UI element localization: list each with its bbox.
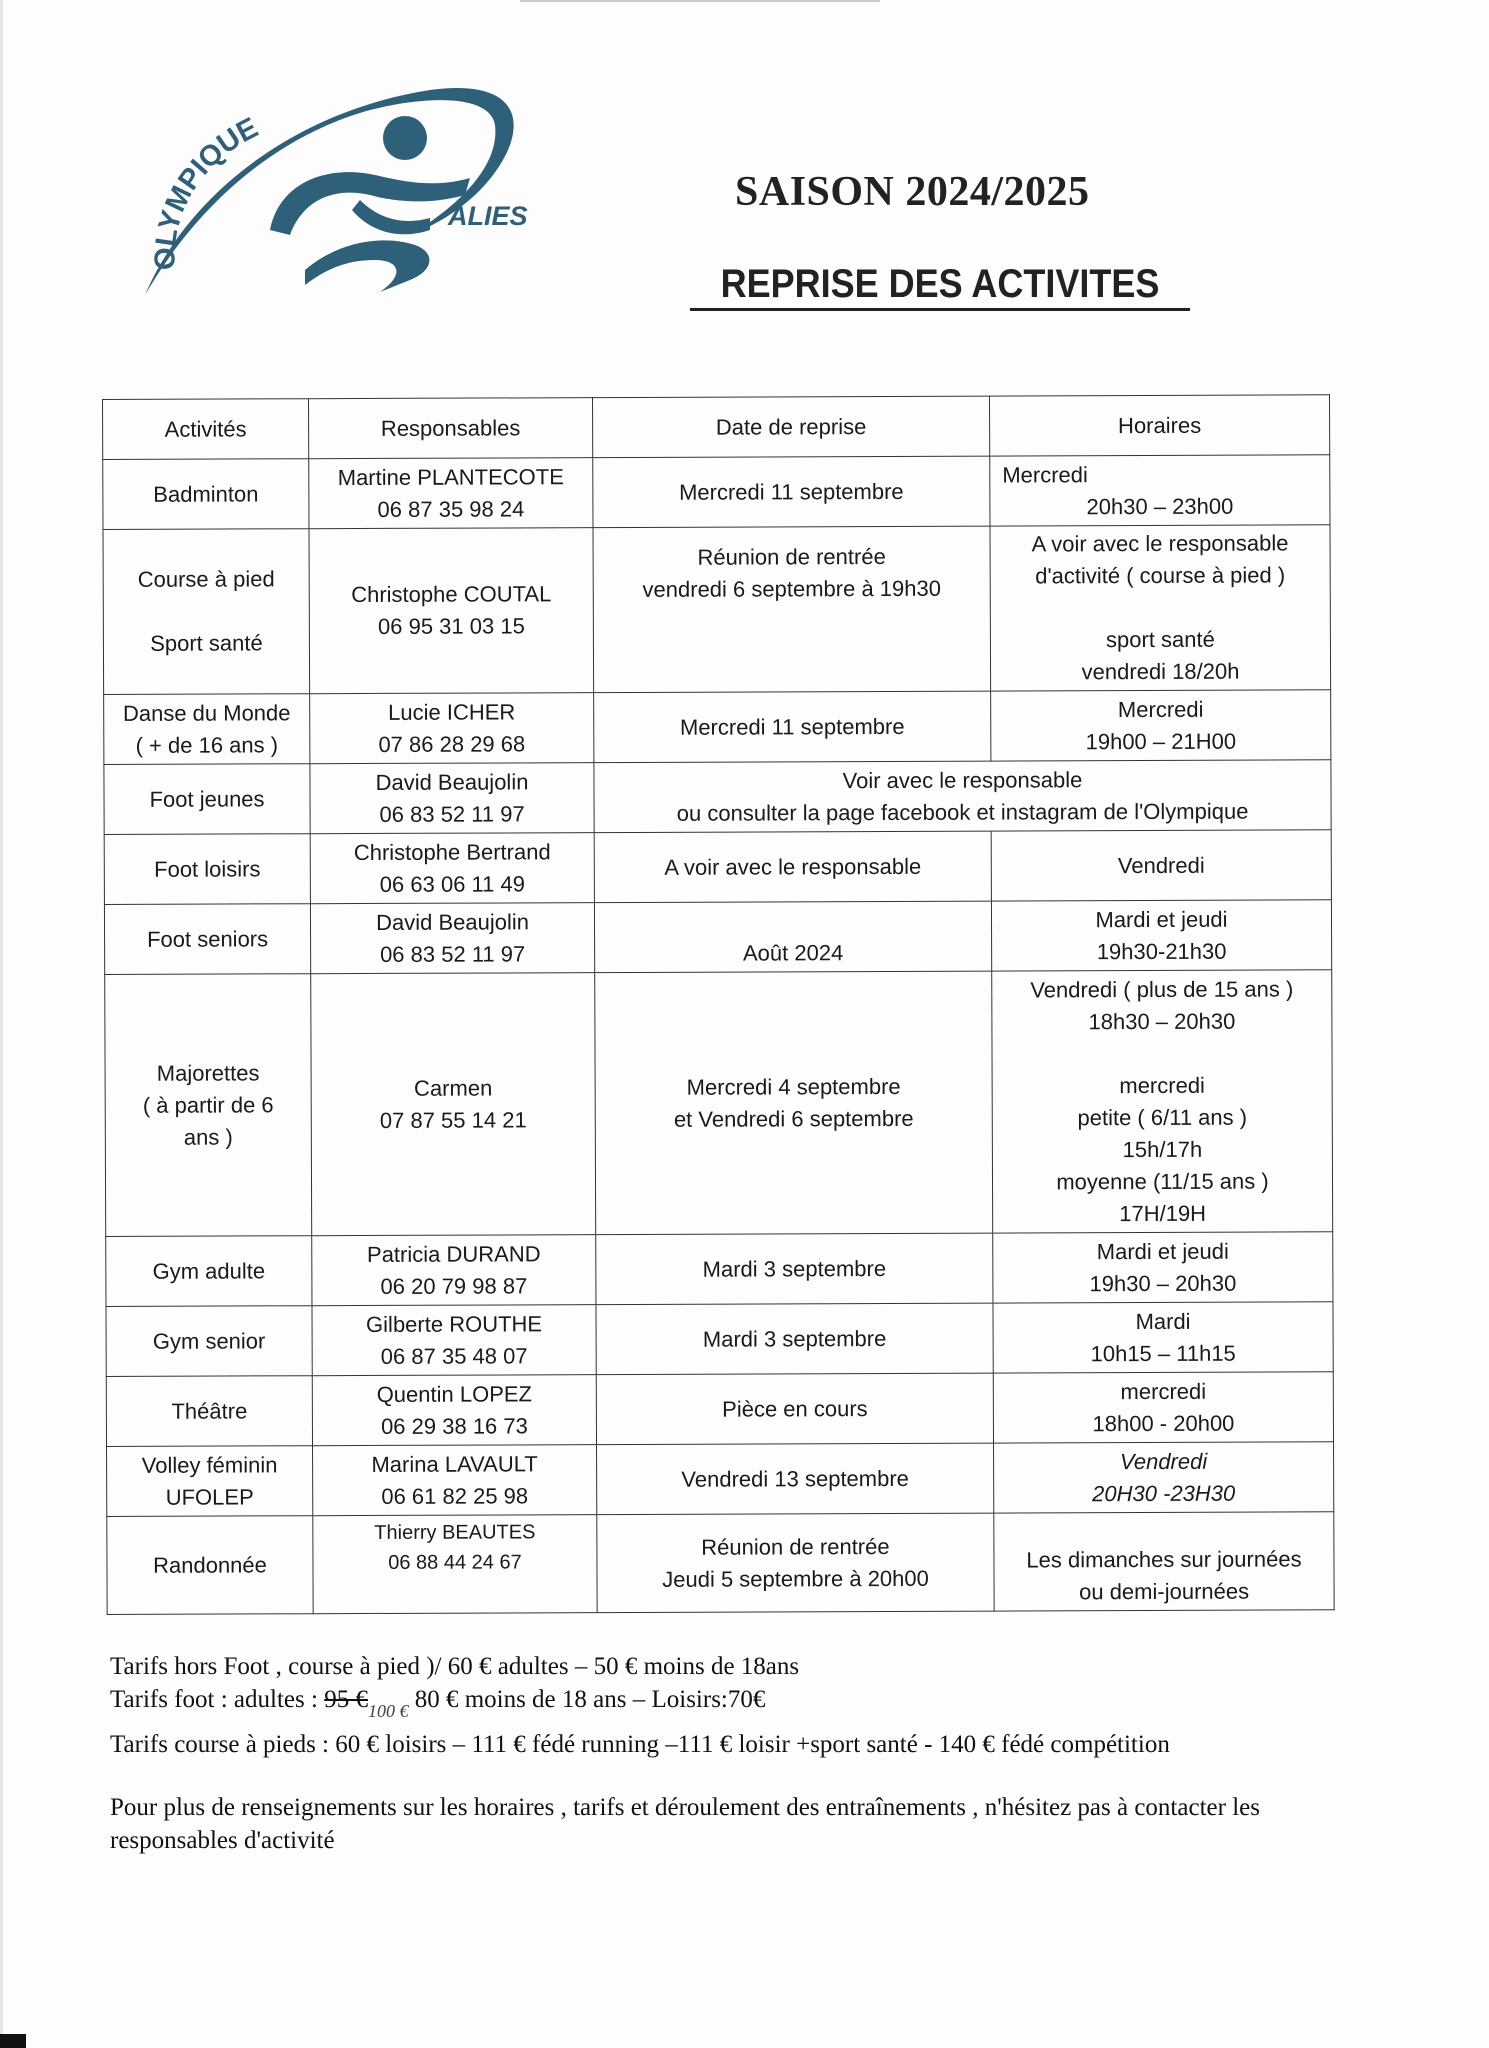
scan-edge (0, 0, 3, 2048)
activity-cell: Gym adulte (106, 1236, 312, 1307)
hours-cell: Mardi et jeudi 19h30 – 20h30 (993, 1232, 1333, 1303)
contact-cell: Christophe Bertrand 06 63 06 11 49 (310, 833, 594, 904)
contact-cell: Lucie ICHER 07 86 28 29 68 (310, 693, 594, 764)
table-row (104, 690, 1331, 765)
activity-cell: Randonnée (107, 1516, 313, 1615)
column-header-schedule: Horaires (989, 395, 1329, 456)
table-row (104, 830, 1331, 905)
date-cell: Réunion de rentrée vendredi 6 septembre à 19h30 (593, 526, 991, 693)
column-header-start-date: Date de reprise (592, 396, 989, 458)
hours-cell: Vendredi ( plus de 15 ans ) 18h30 – 20h30 mercredi petite ( 6/11 ans ) 15h/17h moyenne (11/15 ans ) 17H/19H (992, 970, 1333, 1233)
pricing-foot: Tarifs foot : adultes : 95 $€_{100 €}$ 80 € moins de 18 ans – Loisirs:70€ (110, 1686, 766, 1721)
olympique-salies-logo (130, 70, 600, 330)
page-subtitle: REPRISE DES ACTIVITES (720, 262, 1160, 306)
contact-cell: David Beaujolin 06 83 52 11 97 (310, 763, 594, 834)
hours-cell: Vendredi 20H30 -23H30 (994, 1442, 1334, 1513)
logo-arc-text: OLYMPIQUE (149, 111, 264, 271)
hours-cell: Les dimanches sur journées ou demi-journées (994, 1512, 1334, 1611)
date-cell: Mercredi 4 septembre et Vendredi 6 septembre (595, 971, 993, 1235)
season-title: SAISON 2024/2025 (735, 169, 1090, 215)
activity-cell: Badminton (103, 459, 309, 530)
contact-cell: Gilberte ROUTHE 06 87 35 48 07 (312, 1305, 596, 1376)
hours-cell: A voir avec le responsable d'activité ( course à pied ) sport santé vendredi 18/20h (990, 525, 1331, 691)
date-cell: A voir avec le responsable (594, 831, 991, 903)
activity-cell: Course à pied Sport santé (103, 529, 310, 695)
contact-cell: David Beaujolin 06 83 52 11 97 (310, 903, 594, 974)
table-row (105, 970, 1333, 1237)
table-row (106, 1372, 1333, 1447)
pricing-general: Tarifs hors Foot , course à pied )/ 60 € adultes – 50 € moins de 18ans (110, 1653, 800, 1680)
merged-info-cell: Voir avec le responsable ou consulter la page facebook et instagram de l'Olympique (594, 760, 1331, 833)
activity-cell: Gym senior (106, 1306, 312, 1377)
table-row (104, 900, 1331, 975)
handwritten-correction: 100 € (367, 1701, 409, 1721)
scan-corner-mark (0, 2034, 26, 2048)
contact-cell: Martine PLANTECOTE 06 87 35 98 24 (309, 458, 593, 529)
table-row (106, 1232, 1333, 1307)
hours-cell: Vendredi (991, 830, 1331, 901)
table-row (107, 1442, 1334, 1517)
contact-cell: Marina LAVAULT 06 61 82 25 98 (313, 1445, 597, 1516)
date-cell: Mercredi 11 septembre (594, 691, 991, 763)
contact-note: Pour plus de renseignements sur les horaires , tarifs et déroulement des entraînements , n'hésitez pas à contacter les responsables d'activité (110, 1794, 1260, 1854)
table-row (103, 455, 1330, 530)
date-cell: Mardi 3 septembre (596, 1233, 993, 1305)
scan-edge-top (520, 0, 880, 2)
contact-cell: Quentin LOPEZ 06 29 38 16 73 (312, 1375, 596, 1446)
hours-cell: Mardi 10h15 – 11h15 (993, 1302, 1333, 1373)
logo-name-text: ALIES (448, 201, 528, 231)
date-cell: Mercredi 11 septembre (593, 456, 990, 528)
activity-cell: Foot seniors (104, 904, 310, 975)
date-cell: Mardi 3 septembre (596, 1303, 993, 1375)
hours-cell: Mardi et jeudi 19h30-21h30 (991, 900, 1331, 971)
date-cell: Pièce en cours (596, 1373, 993, 1445)
pricing-running: Tarifs course à pieds : 60 € loisirs – 111 € fédé running –111 € loisir +sport santé - 140 € fédé compétition (110, 1731, 1170, 1758)
subtitle-underline (690, 308, 1190, 311)
struck-price: 95 € (324, 1686, 368, 1713)
hours-cell: Mercredi 20h30 – 23h00 (990, 455, 1330, 526)
column-header-contacts: Responsables (309, 398, 593, 459)
runner-figure (270, 116, 470, 292)
hours-cell: Mercredi 19h00 – 21H00 (991, 690, 1331, 761)
date-cell: Réunion de rentrée Jeudi 5 septembre à 20h00 (597, 1513, 994, 1613)
contact-cell: Patricia DURAND 06 20 79 98 87 (312, 1235, 596, 1306)
table-row (104, 760, 1331, 835)
contact-cell: Thierry BEAUTES 06 88 44 24 67 (313, 1515, 597, 1614)
table-row (107, 1512, 1334, 1615)
table-row (103, 525, 1331, 695)
hours-cell: mercredi 18h00 - 20h00 (993, 1372, 1333, 1443)
activity-cell: Foot loisirs (104, 834, 310, 905)
contact-cell: Christophe COUTAL 06 95 31 03 15 (309, 528, 594, 694)
activity-cell: Volley féminin UFOLEP (107, 1446, 313, 1517)
date-cell: Vendredi 13 septembre (597, 1443, 994, 1515)
table-header-row (103, 395, 1330, 460)
column-header-activities: Activités (103, 399, 309, 460)
date-cell: Août 2024 (594, 901, 991, 973)
activity-cell: Foot jeunes (104, 764, 310, 835)
activity-cell: Majorettes ( à partir de 6 ans ) (105, 974, 312, 1237)
pricing-footer (110, 1650, 1350, 1857)
activity-cell: Théâtre (106, 1376, 312, 1447)
contact-cell: Carmen 07 87 55 14 21 (311, 973, 596, 1236)
activities-table (102, 394, 1335, 1615)
table-row (106, 1302, 1333, 1377)
activity-cell: Danse du Monde ( + de 16 ans ) (104, 694, 310, 765)
